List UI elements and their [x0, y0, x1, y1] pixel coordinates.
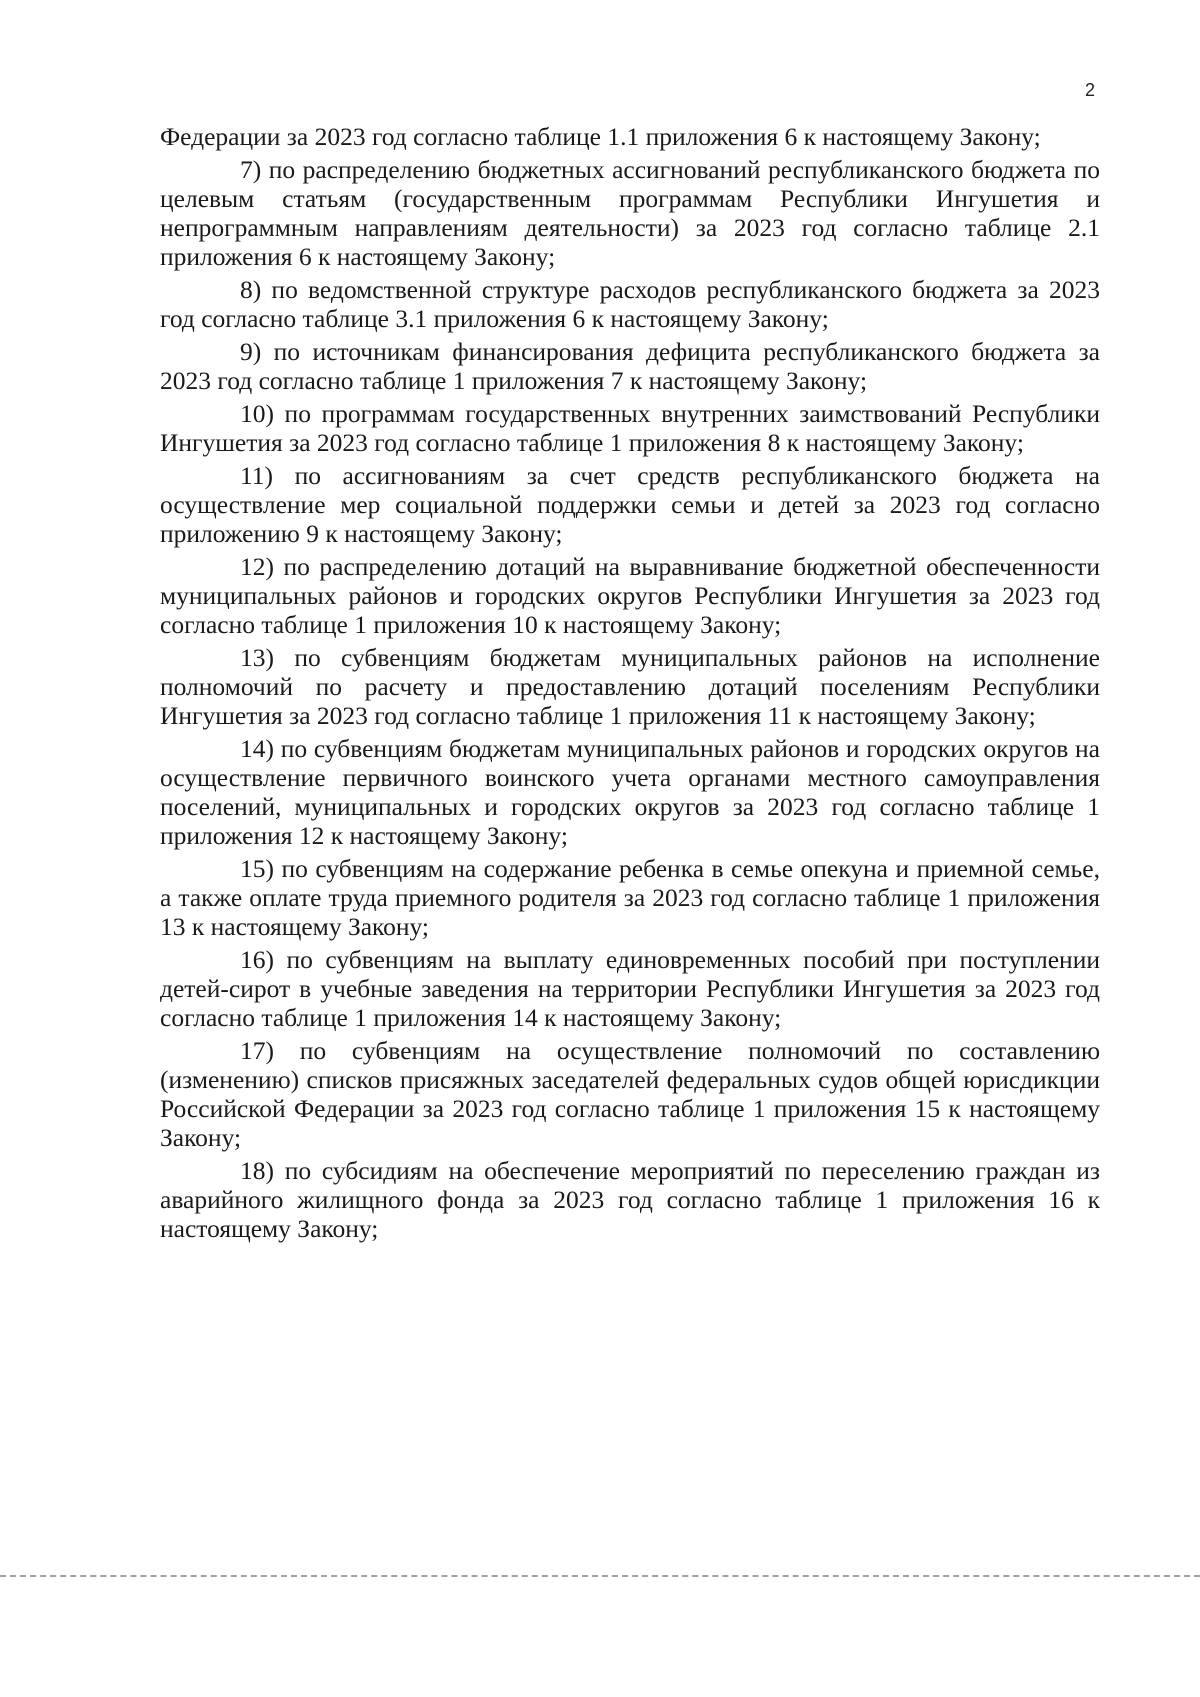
- list-item-10: 10) по программам государственных внутренних заимствований Республики Ингушетия за 2023 год согласно таблице 1 приложения 8 к настоящему Закону;: [160, 399, 1100, 457]
- document-body: [160, 122, 1100, 1247]
- list-item-17: 17) по субвенциям на осуществление полномочий по составлению (изменению) списков присяжных заседателей федеральных судов общей юрисдикции Российской Федерации за 2023 год согласно таблице 1 приложения 15 к настоящему Закону;: [160, 1036, 1100, 1152]
- list-item-18: 18) по субсидиям на обеспечение мероприятий по переселению граждан из аварийного жилищного фонда за 2023 год согласно таблице 1 приложения 16 к настоящему Закону;: [160, 1156, 1100, 1243]
- list-item-14: 14) по субвенциям бюджетам муниципальных районов и городских округов на осуществление первичного воинского учета органами местного самоуправления поселений, муниципальных и городских округов за 2023 год согласно таблице 1 приложения 12 к настоящему Закону;: [160, 734, 1100, 850]
- list-item-12: 12) по распределению дотаций на выравнивание бюджетной обеспеченности муниципальных районов и городских округов Республики Ингушетия за 2023 год согласно таблице 1 приложения 10 к настоящему Закону;: [160, 552, 1100, 639]
- list-item-7: 7) по распределению бюджетных ассигнований республиканского бюджета по целевым статьям (государственным программам Республики Ингушетия и непрограммным направлениям деятельности) за 2023 год согласно таблице 2.1 приложения 6 к настоящему Закону;: [160, 155, 1100, 271]
- list-item-9: 9) по источникам финансирования дефицита республиканского бюджета за 2023 год согласно таблице 1 приложения 7 к настоящему Закону;: [160, 337, 1100, 395]
- page-number: 2: [1084, 80, 1095, 100]
- list-item-13: 13) по субвенциям бюджетам муниципальных районов на исполнение полномочий по расчету и предоставлению дотаций поселениям Республики Ингушетия за 2023 год согласно таблице 1 приложения 11 к настоящему Закону;: [160, 643, 1100, 730]
- list-item-16: 16) по субвенциям на выплату единовременных пособий при поступлении детей-сирот в учебные заведения на территории Республики Ингушетия за 2023 год согласно таблице 1 приложения 14 к настоящему Закону;: [160, 945, 1100, 1032]
- list-item-8: 8) по ведомственной структуре расходов республиканского бюджета за 2023 год согласно таблице 3.1 приложения 6 к настоящему Закону;: [160, 275, 1100, 333]
- list-item-15: 15) по субвенциям на содержание ребенка в семье опекуна и приемной семье, а также оплате труда приемного родителя за 2023 год согласно таблице 1 приложения 13 к настоящему Закону;: [160, 854, 1100, 941]
- list-item-11: 11) по ассигнованиям за счет средств республиканского бюджета на осуществление мер социальной поддержки семьи и детей за 2023 год согласно приложению 9 к настоящему Закону;: [160, 461, 1100, 548]
- scan-edge-line: [0, 1575, 1200, 1577]
- paragraph-continuation: Федерации за 2023 год согласно таблице 1.1 приложения 6 к настоящему Закону;: [160, 122, 1041, 151]
